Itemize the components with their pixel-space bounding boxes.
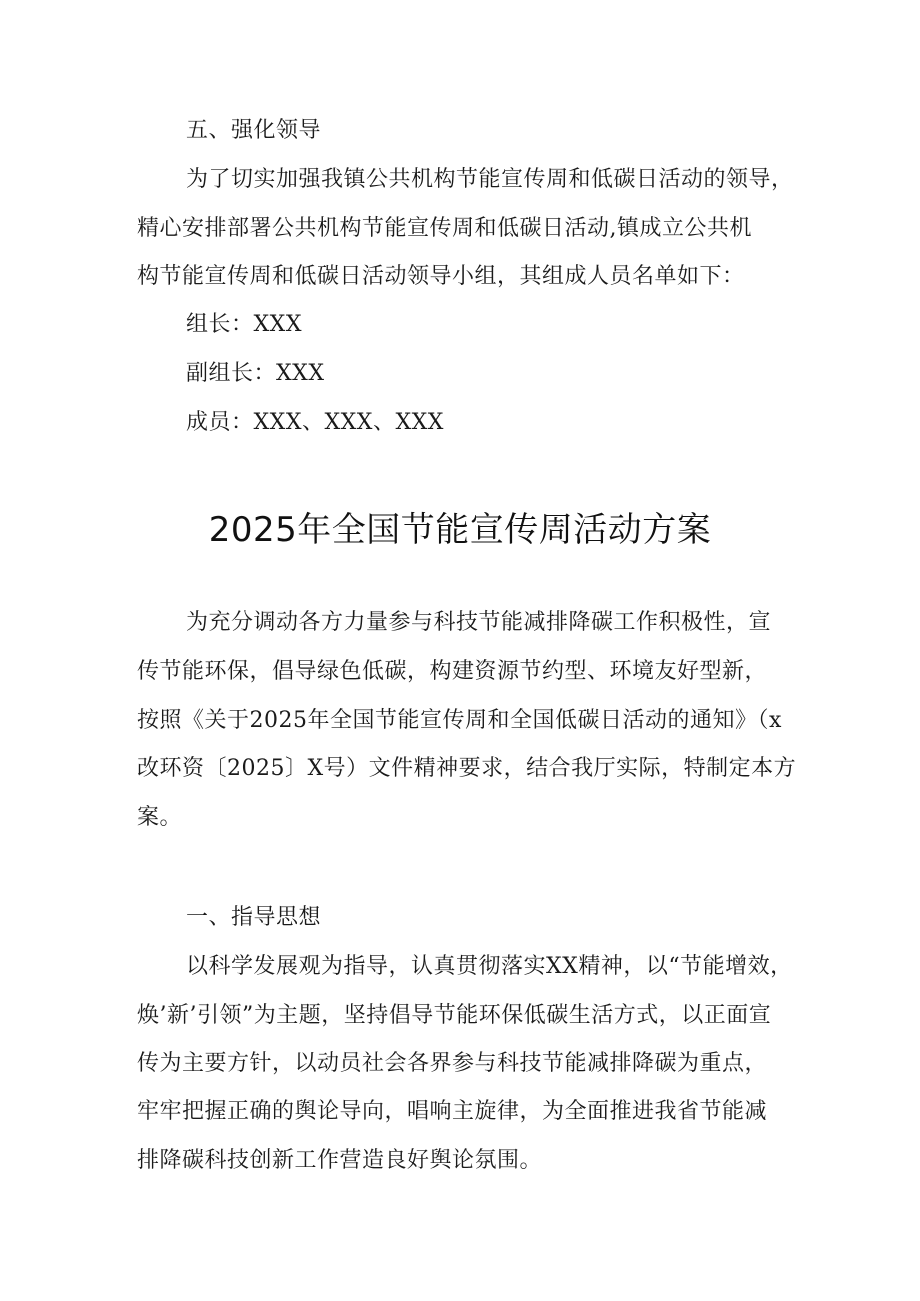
leader-line: 组长：XXX [186, 312, 302, 337]
intro-line: 为充分调动各方力量参与科技节能减排降碳工作积极性，宣 [186, 610, 772, 635]
section1-heading: 一、指导思想 [186, 905, 322, 930]
members-line: 成员：XXX、XXX、XXX [186, 410, 444, 435]
intro-line: 按照《关于2025年全国节能宣传周和全国低碳日活动的通知》（x [137, 708, 782, 733]
intro-line: 改环资〔2025〕X号）文件精神要求，结合我厅实际，特制定本方 [137, 756, 797, 781]
section5-heading: 五、强化领导 [186, 118, 322, 143]
intro-line: 传节能环保，倡导绿色低碳，构建资源节约型、环境友好型新， [137, 659, 768, 684]
section1-line: 牢牢把握正确的舆论导向，唱响主旋律，为全面推进我省节能减 [137, 1099, 768, 1124]
section1-line: 排降碳科技创新工作营造良好舆论氛围。 [137, 1148, 543, 1173]
section5-paragraph-line: 为了切实加强我镇公共机构节能宣传周和低碳日活动的领导， [186, 167, 794, 192]
section1-line: 传为主要方针，以动员社会各界参与科技节能减排降碳为重点， [137, 1051, 768, 1076]
intro-line: 案。 [137, 805, 183, 830]
vice-leader-line: 副组长：XXX [186, 361, 325, 386]
document-title: 2025年全国节能宣传周活动方案 [208, 510, 712, 550]
section5-paragraph-line: 构节能宣传周和低碳日活动领导小组，其组成人员名单如下： [137, 264, 745, 289]
section1-line: 焕’新’引领”为主题，坚持倡导节能环保低碳生活方式，以正面宣 [137, 1003, 772, 1028]
section5-paragraph-line: 精心安排部署公共机构节能宣传周和低碳日活动,镇成立公共机 [137, 216, 752, 241]
section1-line: 以科学发展观为指导，认真贯彻落实XX精神，以“节能增效， [186, 954, 793, 979]
